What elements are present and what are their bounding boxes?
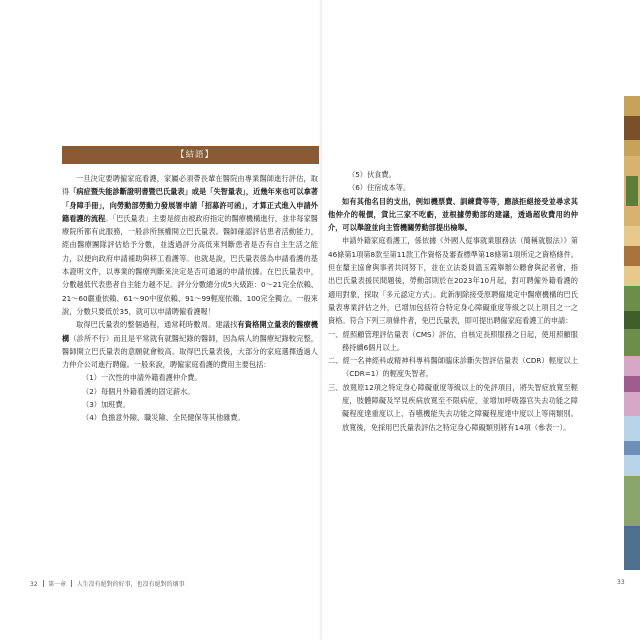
right-column: [328, 168, 578, 434]
footer-divider: [43, 580, 44, 587]
fee-list-continued: [328, 168, 578, 195]
warning-paragraph: 如有其他名目的支出，例如機票費、訓練費等等，應該拒絕接受並尋求其他仲介的報價，貨比三家不吃虧，並根據勞動部的建議，透過超收費用的仲介，可以舉證並向主管機關勞動部提出檢舉。: [328, 196, 578, 233]
page-number: 33: [617, 579, 625, 586]
emphasis-text: 「病症暨失能診斷證明書暨巴氏量表」或是「失智量表」，近幾年來也可以拿著「身障手冊」，向勞動部勞動力發展署申請「招募許可函」，才算正式進入申請外籍看護的流程: [62, 187, 318, 223]
paragraph-text: 一旦決定要聘僱家庭看護，家屬必須帶長輩在醫院由專業醫師進行評估，取得: [62, 174, 318, 197]
fee-item: （6）住宿成本等。: [348, 183, 411, 193]
right-footer: [617, 579, 625, 586]
footer-divider: [71, 580, 72, 587]
paragraph-text: 取得巴氏量表的整個過程，通常耗時數周。建議找: [76, 320, 238, 330]
fee-item: （4）負擔意外險、職災險、全民健保等其他雜費。: [82, 413, 245, 423]
page-number: 32: [30, 581, 38, 588]
regulation-paragraph: 申請外籍家庭看護工，係依據《外國人從事就業服務法（簡稱就服法）》第46條第1項第8款至第11款工作資格及審查標準第18條第1項所定之資格條件。但在釐主協會與事者共同努下，並在立法委員溫玉霞舉辦公聽會與記者會，指出巴氏量表援民間題後，勞動部則於在2023年10月起，對可聘僱外籍看護的適用對象，採取「多元認定方式」。此新制除接受原聘僱規定中醫療機構的巴氏量表專業評估之外，已增加包括符合特定身心障礙重度等級之以上項目之一之資格。符合下列三項條件者，免巴氏量表，即可提出聘僱家庭看護工的申請：: [328, 236, 578, 326]
section-heading: 【結語】: [62, 146, 320, 164]
fee-item: （2）每個月外籍看護的固定薪水。: [82, 386, 195, 396]
right-page: [322, 0, 640, 640]
fee-list: [62, 371, 318, 424]
paragraph-text: 。「巴氏量表」主要是經由被政府指定的醫療機構進行，並非每家醫療院所都有此服務，一般診所無權開立巴氏量表。醫師確認評估患者活動能力，經由醫療團隊評估給予分數，並透過評分高低來判斷患者是否有自主生活之能力，以便向政府申請補助與移工看護等。也就是說，巴氏量表係為申請看護的基本證明文件，以專業的醫療判斷來決定是否可通過的申請依據。在巴氏量表中，分數越低代表患者自主能力越不足。評分分數總分成5大級距：0～21完全依賴、21～60嚴重依賴、61～90中度依賴、91～99輕度依賴、100完全獨立。一般來說，分數只要低於35，就可以申請聘僱看護喔！: [62, 213, 318, 316]
conclusion-paragraph-2: [62, 318, 318, 371]
chapter-label: 第一章: [48, 581, 67, 588]
condition-item: 三、放寬原12項之特定身心障礙重度等級以上的免評項目，將失智症放寬至輕度，肢體障礙及罕見疾病放寬至不限病症，並增加呼吸器官失去功能之障礙程度達重度以上、吞嚥機能失去功能之障礙程度達中度以上等兩類別。放寬後，免採用巴氏量表評估之特定身心障礙類別將有14項（參表一）。: [328, 382, 578, 432]
fee-item: （1）一次性的申請外籍看護仲介費。: [82, 373, 202, 383]
emphasis-text: 有資格開立量表的醫療機構: [62, 320, 318, 343]
edge-illustration-image: [624, 96, 640, 570]
condition-list: [328, 328, 578, 434]
left-column: [62, 172, 318, 425]
condition-item: 一、經照顧管理評估量表（CMS）評估，自核定長照服務之日起，使用照顧服務持續6個月以上。: [328, 329, 578, 352]
decorative-edge-illustration: [624, 96, 640, 570]
fee-item: （5）伙食費。: [348, 170, 396, 179]
left-footer: [30, 579, 185, 588]
paragraph-text: （診所不行）而且是平常就有就醫紀錄的醫師，因為病人的醫療紀錄較完整，醫師開立巴氏量表的意願就會較高。取得巴氏量表後，大部分的家庭選擇透過人力仲介公司進行聘僱。一般來說，聘僱家庭看護的費用主要包括：: [62, 333, 318, 370]
conclusion-paragraph-1: [62, 172, 318, 318]
running-title: 人生沒有絕對的好事，也沒有絕對的壞事: [76, 581, 185, 588]
condition-item: 二、經一名神經科或精神科專科醫師臨床診斷失智評估量表（CDR）輕度以上（CDR=1）的輕度失智者。: [328, 356, 578, 379]
fee-item: （3）加班費。: [82, 400, 130, 410]
